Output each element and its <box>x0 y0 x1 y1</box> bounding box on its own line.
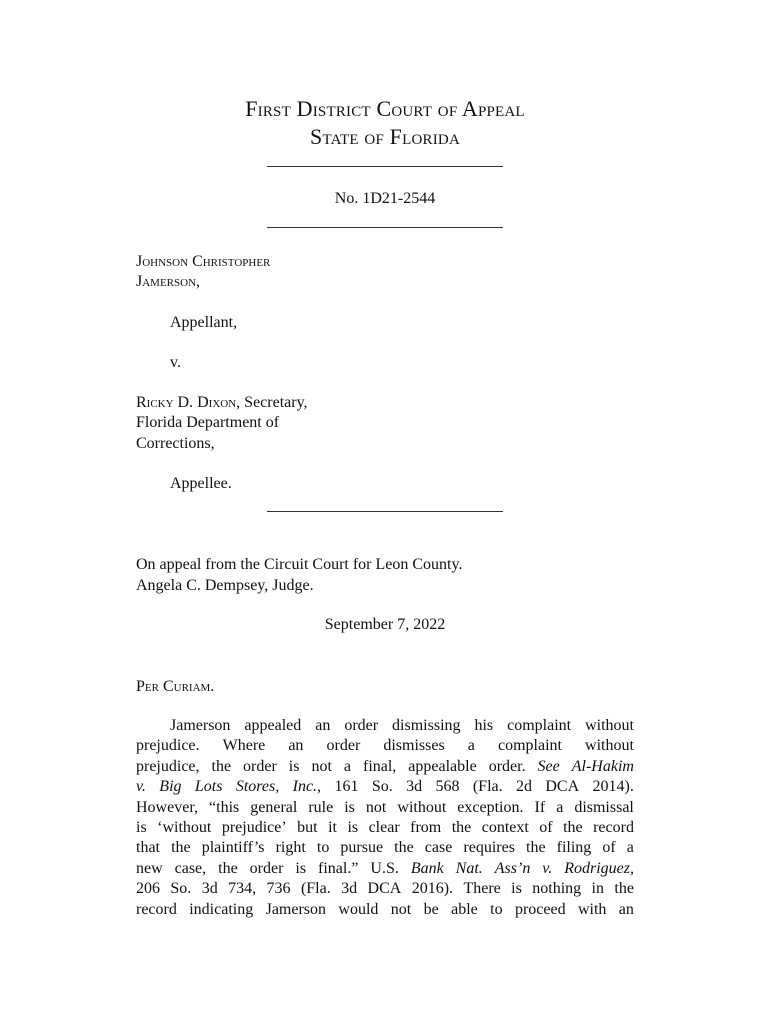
opinion-word: order <box>344 717 379 734</box>
per-curiam-heading: Per Curiam. <box>136 678 215 695</box>
opinion-word: ‘without <box>157 818 212 836</box>
appellant-name-line1: Johnson Christopher <box>136 253 271 270</box>
opinion-word: is <box>347 818 359 836</box>
opinion-word: not <box>365 798 387 816</box>
opinion-word: the <box>614 880 634 898</box>
appellee-name-line1 <box>136 393 308 413</box>
opinion-word: an <box>618 900 634 918</box>
opinion-word: DCA <box>545 778 580 796</box>
opinion-word: a <box>467 737 475 755</box>
opinion-word: DCA <box>367 880 402 898</box>
opinion-paragraph <box>136 716 634 920</box>
opinion-word: Jamerson <box>265 900 327 918</box>
opinion-word: would <box>338 900 379 918</box>
opinion-word: the <box>394 839 414 857</box>
opinion-word: 206 <box>136 880 160 898</box>
opinion-word: prejudice, <box>136 757 200 775</box>
opinion-word: So. <box>371 778 393 796</box>
opinion-word: Rodriguez, <box>564 859 634 877</box>
caption-divider <box>267 511 503 512</box>
opinion-word: See <box>537 757 560 775</box>
opinion-word: (Fla. <box>300 880 331 898</box>
opinion-word: to <box>490 900 503 918</box>
opinion-word: Lots <box>194 778 223 796</box>
heading-divider <box>267 166 503 167</box>
opinion-word: prejudice. <box>136 737 200 755</box>
opinion-word: Jamerson <box>170 717 231 734</box>
opinion-word: However, <box>136 798 198 816</box>
opinion-line <box>136 736 634 756</box>
court-name: First District Court of Appeal <box>245 96 525 121</box>
opinion-word: 3d <box>201 880 218 898</box>
opinion-word: order <box>326 737 361 755</box>
opinion-word: the <box>526 839 546 857</box>
opinion-word: Nat. <box>455 859 483 877</box>
opinion-word: Ass’n <box>494 859 531 877</box>
opinion-word: an <box>288 737 304 755</box>
opinion-word: the <box>171 839 191 857</box>
opinion-word: of <box>539 818 553 836</box>
opinion-line <box>136 838 634 858</box>
opinion-word: but <box>297 818 318 836</box>
opinion-word: rule <box>308 798 334 816</box>
opinion-word: a <box>343 757 351 775</box>
opinion-word: plaintiff’s <box>201 839 265 857</box>
opinion-word: 2014). <box>592 778 634 796</box>
opinion-word: the <box>451 818 472 836</box>
opinion-word: If <box>534 798 546 816</box>
opinion-word: prejudice’ <box>221 818 287 836</box>
opinion-word: complaint <box>497 737 562 755</box>
opinion-word: the <box>211 757 232 775</box>
opinion-word: in <box>591 880 604 898</box>
opinion-word: There <box>463 880 501 898</box>
opinion-word: without <box>585 717 634 734</box>
opinion-word: order. <box>488 757 526 775</box>
opinion-word: requires <box>463 839 515 857</box>
opinion-word: is <box>511 880 522 898</box>
opinion-word: the <box>563 818 583 836</box>
opinion-word: 736 <box>266 880 291 898</box>
opinion-word: Inc., <box>292 778 322 796</box>
opinion-word: an <box>315 717 331 734</box>
opinion-word: 568 <box>435 778 460 796</box>
opinion-word: dismissal <box>574 798 634 816</box>
appellee-name: Ricky D. Dixon <box>136 394 237 411</box>
opinion-line <box>136 757 634 777</box>
opinion-word: v. <box>136 778 146 796</box>
opinion-word: order <box>243 757 277 775</box>
opinion-word: not <box>311 757 332 775</box>
opinion-word: exception. <box>457 798 524 816</box>
opinion-word: from <box>410 818 442 836</box>
opinion-word: it <box>328 818 337 836</box>
opinion-word: the <box>218 859 238 877</box>
appellee-title: , Secretary, <box>236 394 308 411</box>
opinion-word: pursue <box>340 839 384 857</box>
appellant-role: Appellant, <box>170 314 238 331</box>
opinion-word: appealable <box>408 757 477 775</box>
versus: v. <box>170 354 181 371</box>
opinion-word: dismisses <box>383 737 445 755</box>
opinion-word: 2016). <box>411 880 454 898</box>
opinion-word: final, <box>362 757 397 775</box>
opinion-word: final.” <box>318 859 359 877</box>
opinion-word: that <box>136 839 160 857</box>
case-number: No. 1D21-2544 <box>334 190 436 207</box>
opinion-word: case <box>424 839 453 857</box>
opinion-word: Where <box>222 737 266 755</box>
opinion-word: (Fla. <box>472 778 503 796</box>
opinion-word: is <box>136 818 147 836</box>
opinion-line <box>136 716 634 736</box>
appellee-name-line2: Florida Department of <box>136 414 280 431</box>
opinion-word: 3d <box>406 778 423 796</box>
opinion-line <box>136 859 634 879</box>
opinion-word: proceed <box>514 900 566 918</box>
opinion-word: filing <box>556 839 592 857</box>
opinion-line <box>136 777 634 797</box>
opinion-word: dismissing <box>392 717 461 734</box>
appellee-name-line3: Corrections, <box>136 435 215 452</box>
opinion-word: context <box>481 818 529 836</box>
court-state: State of Florida <box>310 124 460 149</box>
opinion-word: his <box>474 717 494 734</box>
opinion-word: nothing <box>532 880 582 898</box>
opinion-line <box>136 798 634 818</box>
opinion-word: new <box>136 859 163 877</box>
opinion-word: right <box>275 839 306 857</box>
opinion-word: So. <box>170 880 192 898</box>
opinion-word: record <box>136 900 177 918</box>
decision-date: September 7, 2022 <box>324 616 446 633</box>
opinion-word: 734, <box>228 880 257 898</box>
origin-judge: Angela C. Dempsey, Judge. <box>136 577 314 594</box>
opinion-word: 3d <box>341 880 358 898</box>
opinion-word: order <box>249 859 284 877</box>
case-number-divider <box>267 227 503 228</box>
opinion-word: is <box>288 757 300 775</box>
opinion-word: Bank <box>410 859 444 877</box>
opinion-word: Stores, <box>235 778 280 796</box>
appellee-role: Appellee. <box>170 475 232 492</box>
opinion-word: is <box>295 859 307 877</box>
opinion-word: general <box>250 798 298 816</box>
opinion-word: of <box>602 839 616 857</box>
opinion-word: a <box>626 839 634 857</box>
opinion-word: 161 <box>334 778 359 796</box>
opinion-word: U.S. <box>370 859 399 877</box>
appellant-name-line2: Jamerson, <box>136 273 201 290</box>
opinion-word: without <box>397 798 447 816</box>
opinion-word: case, <box>174 859 207 877</box>
opinion-word: indicating <box>189 900 254 918</box>
opinion-word: able <box>451 900 478 918</box>
opinion-word: appealed <box>244 717 302 734</box>
opinion-word: be <box>423 900 439 918</box>
opinion-line <box>136 900 634 920</box>
opinion-word: v. <box>542 859 553 877</box>
opinion-word: with <box>577 900 607 918</box>
opinion-word: record <box>593 818 634 836</box>
opinion-word: without <box>585 737 634 755</box>
opinion-word: Big <box>159 778 182 796</box>
opinion-word: 2d <box>516 778 532 796</box>
opinion-line <box>136 879 634 899</box>
opinion-word: is <box>344 798 355 816</box>
origin-court: On appeal from the Circuit Court for Leon County. <box>136 556 463 573</box>
opinion-line <box>136 818 634 838</box>
opinion-word: clear <box>368 818 400 836</box>
opinion-word: to <box>316 839 330 857</box>
opinion-word: not <box>390 900 412 918</box>
opinion-word: a <box>556 798 564 816</box>
opinion-word: Al-Hakim <box>571 757 634 775</box>
opinion-word: complaint <box>507 717 572 734</box>
opinion-word: “this <box>209 798 240 816</box>
